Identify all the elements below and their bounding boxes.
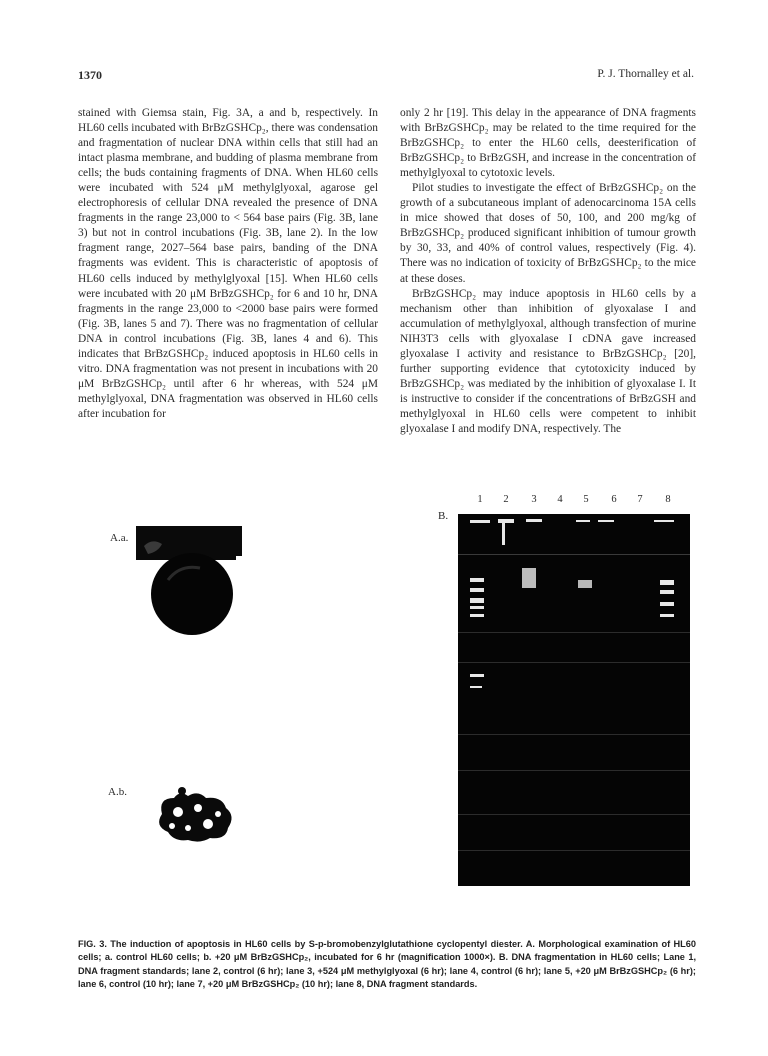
running-head: P. J. Thornalley et al. xyxy=(597,68,694,80)
gel-smear xyxy=(522,568,536,588)
lane-number: 8 xyxy=(665,494,671,505)
figure-caption: FIG. 3. The induction of apoptosis in HL60 cells by S-p-bromobenzylglutathione cyclopentyl diester. A. Morphological examination of HL60 cells; a. control HL60 cells; b. +20 μM BrBzGSHCp₂, incubated for 6 hr (magnification 1000×). B. DNA fragmentation in HL60 cells; Lane 1, DNA fragment standards; lane 2, control (6 hr); lane 3, +524 μM methylglyoxal (6 hr); lane 4, control (6 hr); lane 5, +20 μM BrBzGSHCp₂ (6 hr); lane 6, control (10 hr); lane 7, +20 μM BrBzGSHCp₂ (10 hr); lane 8, DNA fragment standards. xyxy=(78,939,696,990)
gel-band xyxy=(470,588,484,592)
right-column xyxy=(400,106,696,437)
gel-band xyxy=(470,598,484,603)
gel-band xyxy=(660,580,674,585)
gel-band xyxy=(470,578,484,582)
gel-well xyxy=(526,519,542,522)
micrograph-treated-cells xyxy=(148,786,244,846)
lane-number: 7 xyxy=(637,494,643,505)
agarose-gel-image xyxy=(458,514,690,886)
lane-number: 6 xyxy=(611,494,617,505)
gel-band xyxy=(660,602,674,606)
paragraph: only 2 hr [19]. This delay in the appearance of DNA fragments with BrBzGSHCp₂ may be related to the time required for the BrBzGSHCp₂ to enter the HL60 cells, deesterification of BrBzGSHCp₂ to BrBzGSH, and increase in the concentration of methylglyoxal to cytotoxic levels. xyxy=(400,107,696,180)
figure-label-b: B. xyxy=(438,510,449,522)
figure-label-aa: A.a. xyxy=(110,532,129,544)
gel-band xyxy=(470,606,484,609)
gel-well xyxy=(470,520,490,523)
lane-number: 2 xyxy=(503,494,509,505)
micrograph-control-cells xyxy=(136,524,248,636)
page-number: 1370 xyxy=(78,68,102,82)
paragraph: stained with Giemsa stain, Fig. 3A, a and b, respectively. In HL60 cells incubated with BrBzGSHCp₂, there was condensation and fragmentation of nuclear DNA within cells that still had an intact plasma membrane, and budding of plasma membrane from cells; the buds containing fragments of DNA. When HL60 cells were incubated with 524 μM methylglyoxal, agarose gel electrophoresis of cellular DNA revealed the presence of DNA fragments in the range 23,000 to < 564 base pairs (Fig. 3B, lane 3) but not in control incubations (Fig. 3B, lane 2). In the low fragment range, 2027–564 base pairs, banding of the DNA fragments was evident. This is characteristic of apoptosis of HL60 cells induced by methylglyoxal [15]. When HL60 cells were incubated with 20 μM BrBzGSHCp₂ for 6 and 10 hr, DNA fragments in the range 23,000 to <2000 base pairs were formed (Fig. 3B, lanes 5 and 7). There was no fragmentation of cellular DNA in control incubations (Fig. 3B, lanes 4 and 6). This indicates that BrBzGSHCp₂ induced apoptosis in HL60 cells in vitro. DNA fragmentation was not present in incubations with 20 μM BrBzGSHCp₂ until after 6 hr whereas, with 524 μM methylglyoxal, DNA fragmentation was observed in HL60 cells after incubation for xyxy=(78,107,378,420)
lane-number: 1 xyxy=(477,494,483,505)
gel-smear xyxy=(578,580,592,588)
paragraph: BrBzGSHCp₂ may induce apoptosis in HL60 cells by a mechanism other than inhibition of glyoxalase I and accumulation of methylglyoxal, although transfection of murine NIH3T3 cells with glyoxalase I cDNA gave increased glyoxalase I activity and resistance to BrBzGSHCp₂ [20], further supporting evidence that cytotoxicity induced by BrBzGSHCp₂ was mediated by the inhibition of glyoxalase I. It is instructive to consider if the concentrations of BrBzGSH and methylglyoxal in HL60 cells were competent to inhibit glyoxalase I and modify DNA, respectively. The xyxy=(400,287,696,435)
lane-number: 3 xyxy=(531,494,537,505)
gel-well xyxy=(654,520,674,522)
lane-number: 5 xyxy=(583,494,589,505)
gel-band xyxy=(660,614,674,617)
gel-well xyxy=(576,520,590,522)
gel-band xyxy=(470,614,484,617)
gel-band xyxy=(470,686,482,688)
paragraph: Pilot studies to investigate the effect of BrBzGSHCp₂ on the growth of a subcutaneous implant of adenocarcinoma 15A cells in mice showed that doses of 50, 100, and 200 mg/kg of BrBzGSHCp₂ produced significant inhibition of tumour growth by 30, 33, and 40% of control values, respectively (Fig. 4). There was no indication of toxicity of BrBzGSHCp₂ to the mice at these doses. xyxy=(400,182,696,285)
gel-smear xyxy=(502,523,505,545)
left-column xyxy=(78,106,378,422)
figure-label-ab: A.b. xyxy=(108,786,127,798)
gel-well xyxy=(598,520,614,522)
gel-band xyxy=(660,590,674,594)
gel-band xyxy=(470,674,484,677)
gel-well xyxy=(498,519,514,523)
lane-number: 4 xyxy=(557,494,563,505)
